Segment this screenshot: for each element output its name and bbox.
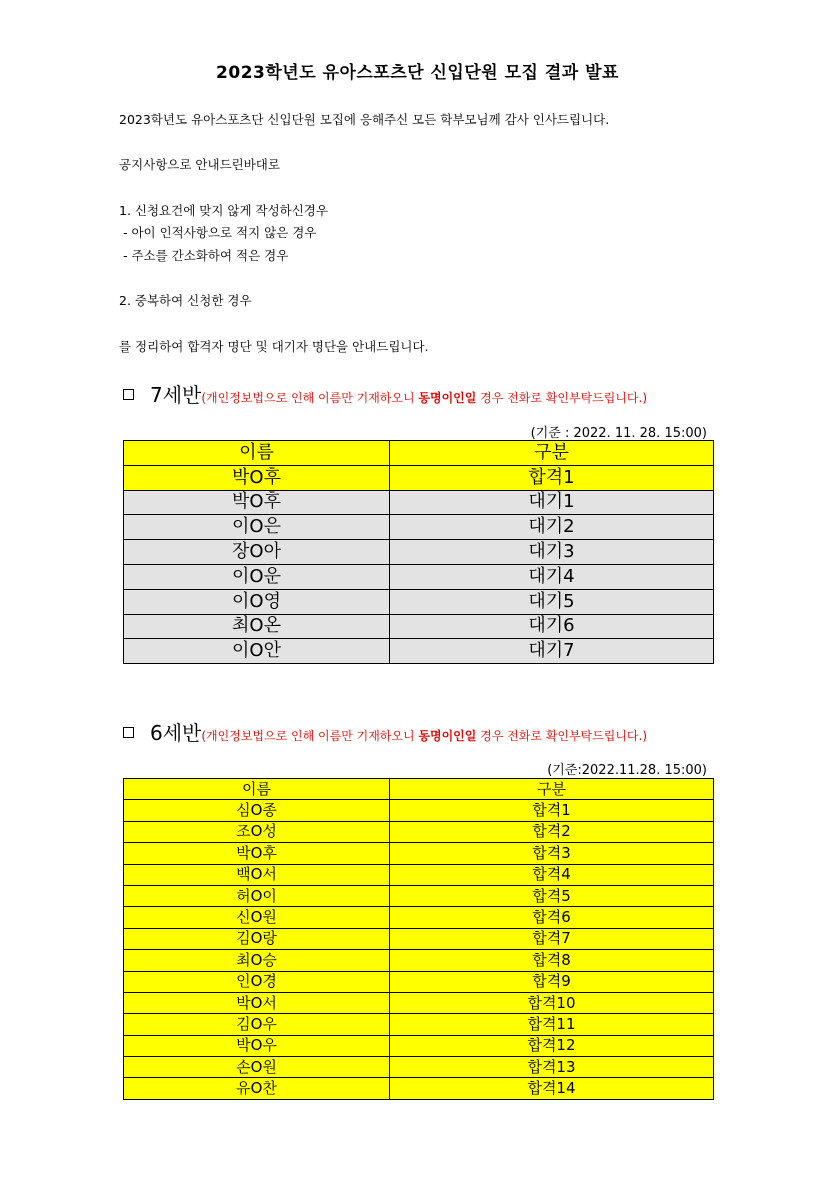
checkbox-square-icon	[123, 727, 134, 738]
section-7-table	[123, 440, 714, 664]
header-status: 구분	[390, 441, 714, 466]
table-row	[124, 614, 714, 639]
cell-status: 합격1	[390, 800, 714, 821]
cell-name: 이O운	[124, 564, 390, 589]
intro-thanks: 2023학년도 유아스포츠단 신입단원 모집에 응해주신 모든 학부모님께 감사 인사드립니다.	[119, 112, 610, 127]
page-title: 2023학년도 유아스포츠단 신입단원 모집 결과 발표	[216, 63, 619, 83]
table-row	[124, 490, 714, 515]
cell-name: 이O안	[124, 639, 390, 664]
cell-status: 합격12	[390, 1035, 714, 1056]
cell-status: 합격1	[390, 465, 714, 490]
table-row	[124, 907, 714, 928]
intro-notice: 공지사항으로 안내드린바대로	[119, 157, 280, 172]
section-6-heading	[123, 717, 647, 747]
section-7-basis-date: (기준 : 2022. 11. 28. 15:00)	[530, 426, 707, 441]
table-row	[124, 1014, 714, 1035]
cell-name: 최O온	[124, 614, 390, 639]
cell-name: 박O서	[124, 992, 390, 1013]
table-header-row	[124, 779, 714, 800]
note-text: 경우 전화로 확인부탁드립니다.)	[476, 391, 647, 405]
cell-name: 유O찬	[124, 1078, 390, 1099]
checkbox-square-icon	[123, 389, 134, 400]
cell-name: 인O경	[124, 971, 390, 992]
cell-name: 최O승	[124, 950, 390, 971]
table-row	[124, 800, 714, 821]
cell-status: 합격10	[390, 992, 714, 1013]
cell-name: 박O후	[124, 490, 390, 515]
header-name: 이름	[124, 779, 390, 800]
cell-status: 합격5	[390, 885, 714, 906]
header-name: 이름	[124, 441, 390, 466]
section-6-note	[201, 729, 647, 743]
cell-name: 이O은	[124, 515, 390, 540]
cell-name: 손O원	[124, 1057, 390, 1078]
section-7-heading	[123, 379, 647, 409]
note-text: 경우 전화로 확인부탁드립니다.)	[476, 729, 647, 743]
table-row	[124, 1057, 714, 1078]
cell-status: 대기7	[390, 639, 714, 664]
cell-name: 조O성	[124, 821, 390, 842]
intro-item-1b: - 주소를 간소화하여 적은 경우	[119, 248, 289, 263]
cell-name: 김O우	[124, 1014, 390, 1035]
table-row	[124, 928, 714, 949]
table-row	[124, 843, 714, 864]
table-row	[124, 589, 714, 614]
table-row	[124, 821, 714, 842]
table-row	[124, 540, 714, 565]
table-row	[124, 639, 714, 664]
cell-status: 대기5	[390, 589, 714, 614]
table-row	[124, 1035, 714, 1056]
cell-name: 김O랑	[124, 928, 390, 949]
header-status: 구분	[390, 779, 714, 800]
section-7-note	[201, 391, 647, 405]
table-row	[124, 971, 714, 992]
note-text: (개인정보법으로 인해 이름만 기재하오니	[201, 391, 419, 405]
cell-name: 허O이	[124, 885, 390, 906]
note-bold-text: 동명이인일	[418, 391, 477, 405]
cell-status: 대기4	[390, 564, 714, 589]
intro-item-1: 1. 신청요건에 맞지 않게 작성하신경우	[119, 203, 328, 218]
cell-status: 합격8	[390, 950, 714, 971]
intro-item-1a: - 아이 인적사항으로 적지 않은 경우	[119, 225, 317, 240]
intro-item-2: 2. 중복하여 신청한 경우	[119, 293, 252, 308]
note-text: (개인정보법으로 인해 이름만 기재하오니	[201, 729, 419, 743]
intro-closing: 를 정리하여 합격자 명단 및 대기자 명단을 안내드립니다.	[119, 339, 429, 354]
cell-name: 박O후	[124, 843, 390, 864]
cell-name: 이O영	[124, 589, 390, 614]
cell-status: 대기6	[390, 614, 714, 639]
cell-name: 박O후	[124, 465, 390, 490]
table-row	[124, 992, 714, 1013]
table-row	[124, 465, 714, 490]
section-7-title: 7세반	[150, 383, 202, 407]
table-row	[124, 564, 714, 589]
cell-status: 합격9	[390, 971, 714, 992]
cell-name: 심O종	[124, 800, 390, 821]
note-bold-text: 동명이인일	[418, 729, 477, 743]
cell-status: 합격14	[390, 1078, 714, 1099]
cell-status: 합격7	[390, 928, 714, 949]
cell-status: 대기1	[390, 490, 714, 515]
table-row	[124, 885, 714, 906]
table-row	[124, 515, 714, 540]
table-row	[124, 1078, 714, 1099]
cell-status: 대기2	[390, 515, 714, 540]
section-6-title: 6세반	[150, 721, 202, 745]
table-header-row	[124, 441, 714, 466]
cell-name: 장O아	[124, 540, 390, 565]
cell-name: 박O우	[124, 1035, 390, 1056]
section-6-basis-date: (기준:2022.11.28. 15:00)	[547, 763, 707, 778]
cell-status: 합격13	[390, 1057, 714, 1078]
cell-status: 합격3	[390, 843, 714, 864]
cell-name: 백O서	[124, 864, 390, 885]
cell-status: 합격4	[390, 864, 714, 885]
cell-status: 대기3	[390, 540, 714, 565]
section-6-table	[123, 778, 714, 1100]
cell-name: 신O원	[124, 907, 390, 928]
table-row	[124, 864, 714, 885]
cell-status: 합격2	[390, 821, 714, 842]
cell-status: 합격6	[390, 907, 714, 928]
table-row	[124, 950, 714, 971]
cell-status: 합격11	[390, 1014, 714, 1035]
